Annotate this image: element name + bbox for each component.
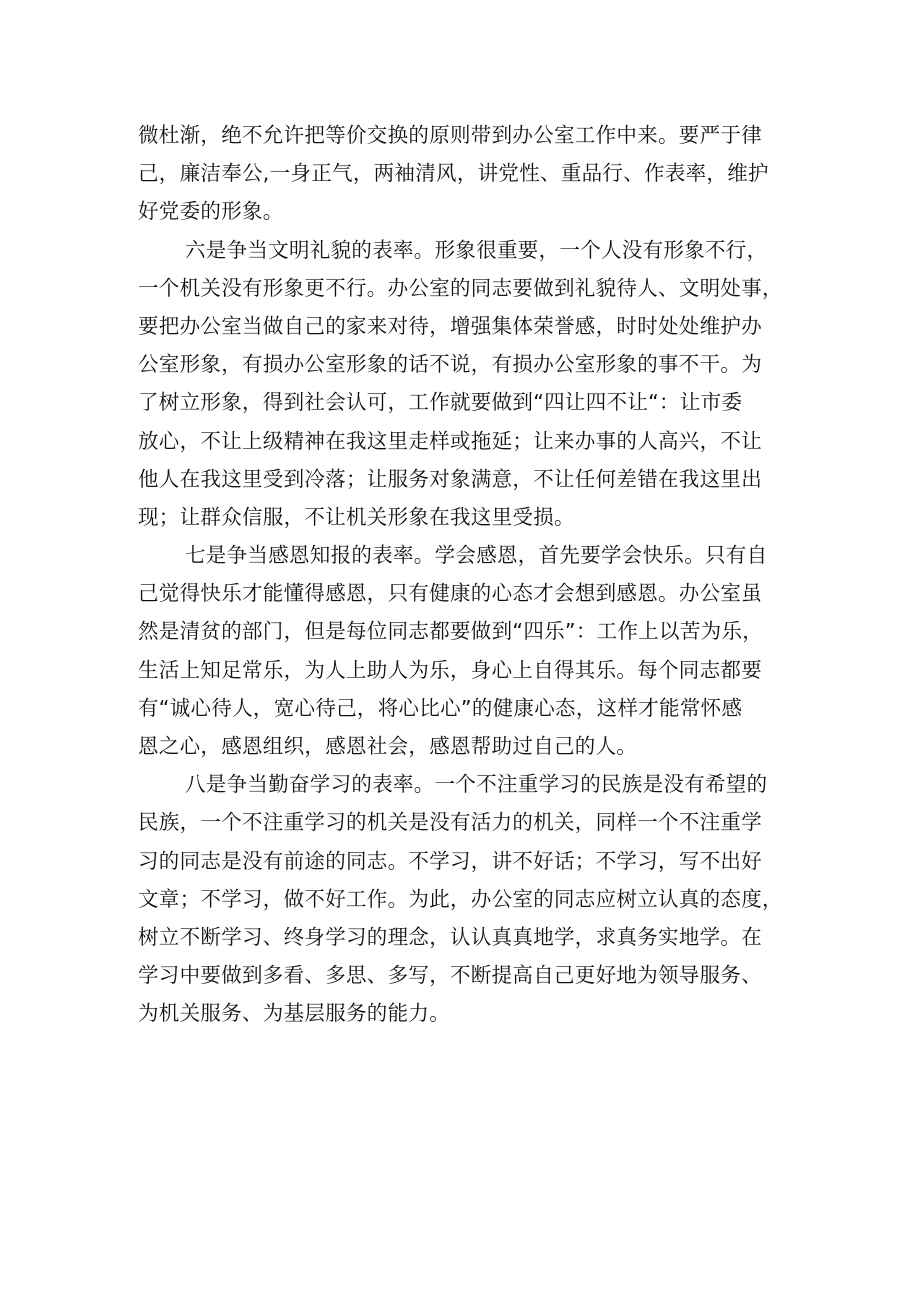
text-line: 为机关服务、为基层服务的能力。 bbox=[138, 1001, 450, 1026]
text-line: 己，廉洁奉公,一身正气，两袖清风，讲党性、重品行、作表率，维护 bbox=[138, 161, 769, 186]
text-line: 有“诚心待人，宽心待己，将心比心”的健康心态，这样才能常怀感 bbox=[138, 695, 743, 720]
text-line: 恩之心，感恩组织，感恩社会，感恩帮助过自己的人。 bbox=[138, 734, 638, 758]
text-line: 现；让群众信服，不让机关形象在我这里受损。 bbox=[138, 504, 575, 529]
text-line: 生活上知足常乐，为人上助人为乐，身心上自得其乐。每个同志都要 bbox=[138, 657, 762, 682]
paragraph-six-start: 六是争当文明礼貌的表率。形象很重要，一个人没有形象不行， bbox=[185, 237, 768, 262]
text-line: 公室形象，有损办公室形象的话不说，有损办公室形象的事不干。为 bbox=[138, 352, 762, 377]
text-line: 树立不断学习、终身学习的理念，认认真真地学，求真务实地学。在 bbox=[138, 924, 762, 949]
document-body bbox=[138, 116, 786, 1033]
text-line: 文章；不学习，做不好工作。为此，办公室的同志应树立认真的态度， bbox=[138, 886, 783, 911]
text-line: 要把办公室当做自己的家来对待，增强集体荣誉感，时时处处维护办 bbox=[138, 313, 762, 338]
text-line: 了树立形象，得到社会认可，工作就要做到“四让四不让“：让市委 bbox=[138, 390, 743, 415]
text-line: 微杜渐，绝不允许把等价交换的原则带到办公室工作中来。要严于律 bbox=[138, 123, 762, 147]
text-line: 放心，不让上级精神在我这里走样或拖延；让来办事的人高兴，不让 bbox=[138, 428, 762, 453]
paragraph-seven-start: 七是争当感恩知报的表率。学会感恩，首先要学会快乐。只有自 bbox=[185, 543, 768, 568]
text-line: 然是清贫的部门，但是每位同志都要做到“四乐”：工作上以苦为乐， bbox=[138, 619, 764, 644]
text-line: 一个机关没有形象更不行。办公室的同志要做到礼貌待人、文明处事， bbox=[138, 275, 783, 300]
text-line: 习的同志是没有前途的同志。不学习，讲不好话；不学习，写不出好 bbox=[138, 848, 762, 873]
text-line: 民族，一个不注重学习的机关是没有活力的机关，同样一个不注重学 bbox=[138, 810, 762, 835]
text-line: 己觉得快乐才能懂得感恩，只有健康的心态才会想到感恩。办公室虽 bbox=[138, 581, 762, 606]
text-line: 他人在我这里受到冷落；让服务对象满意，不让任何差错在我这里出 bbox=[138, 466, 762, 491]
text-line: 好党委的形象。 bbox=[138, 199, 284, 224]
paragraph-eight-start: 八是争当勤奋学习的表率。一个不注重学习的民族是没有希望的 bbox=[185, 772, 768, 797]
text-line: 学习中要做到多看、多思、多写，不断提高自己更好地为领导服务、 bbox=[138, 963, 762, 988]
